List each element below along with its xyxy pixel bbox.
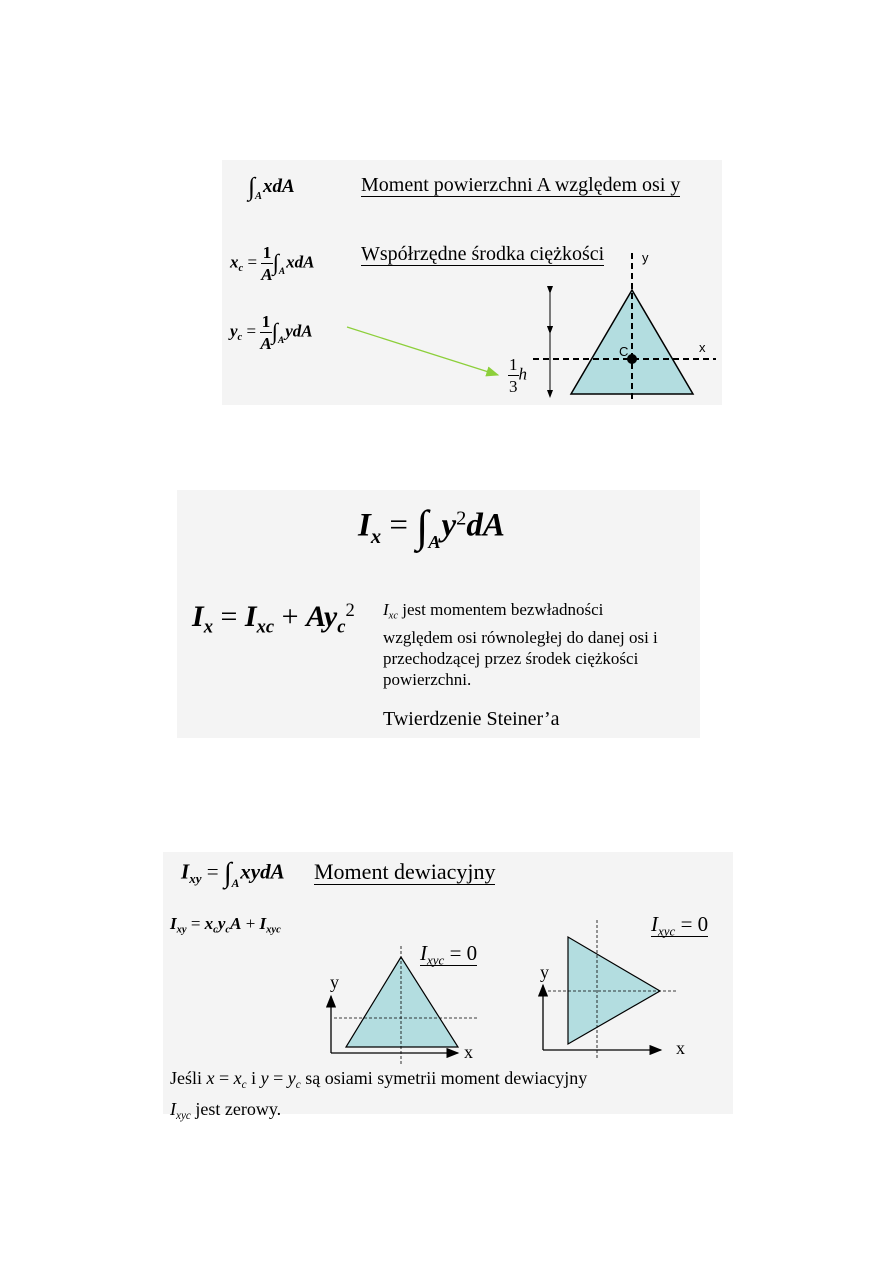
xc-num: 1 bbox=[262, 243, 272, 262]
note-x: x bbox=[206, 1068, 215, 1088]
steiner-term2-sub: c bbox=[337, 616, 346, 638]
yc-formula: $y_c$ = $\frac{1}{A}$ $\int_AydA$ bbox=[230, 312, 313, 353]
ixyc-left-rest: = 0 bbox=[444, 941, 478, 965]
steiner-eq: = bbox=[220, 600, 238, 634]
first-moment-text: Moment powierzchni A względem osi y bbox=[361, 174, 681, 196]
note-sym: I bbox=[170, 1098, 176, 1119]
note-eq1: = bbox=[214, 1068, 234, 1088]
xc-integral-sub: A bbox=[278, 266, 286, 277]
desc-symbol-sub: xc bbox=[388, 610, 399, 622]
yc-num: 1 bbox=[261, 312, 271, 331]
desc-line2: względem osi równoległej do danej osi i bbox=[383, 627, 658, 647]
ix-integral-sub: A bbox=[428, 532, 441, 553]
note-yc-sub: c bbox=[295, 1078, 301, 1091]
pf-y: y bbox=[217, 914, 226, 933]
yc-lhs-sub: c bbox=[237, 332, 243, 344]
note-y: y bbox=[260, 1068, 269, 1088]
ix-power: 2 bbox=[456, 507, 467, 530]
pf-term: I bbox=[259, 914, 267, 933]
yc-integrand: ydA bbox=[285, 321, 313, 341]
note-line1 bbox=[170, 1066, 587, 1097]
note-sym-sub: xyc bbox=[176, 1109, 191, 1122]
steiner-lhs: I bbox=[192, 600, 204, 634]
yc-den: A bbox=[260, 334, 272, 353]
right-diagram-y-label: y bbox=[540, 962, 549, 982]
yc-integral-sub: A bbox=[277, 335, 285, 346]
ix-lhs: I bbox=[358, 507, 371, 544]
diagram-y-label: y bbox=[642, 250, 649, 265]
steiner-plus: + bbox=[281, 600, 299, 634]
right-triangle bbox=[568, 937, 660, 1044]
left-diagram-y-label: y bbox=[330, 972, 339, 992]
ixy-integral-sub: A bbox=[231, 877, 240, 890]
ixy-label-text: Moment dewiacyjny bbox=[314, 859, 496, 884]
ix-formula: $I_x = \int_Ay^2dA$ bbox=[358, 501, 505, 553]
diagram-centroid-label: C bbox=[619, 344, 629, 359]
ixy-formula: $I_{xy}$ = $\int_AxydA$ bbox=[181, 858, 285, 890]
ix-tail: dA bbox=[466, 507, 505, 544]
ixy-integrand: xydA bbox=[240, 859, 285, 884]
symmetry-note bbox=[170, 1066, 587, 1128]
xc-integrand: xdA bbox=[286, 252, 315, 272]
right-diagram-x-label: x bbox=[676, 1038, 685, 1058]
integral-subscript: A bbox=[255, 191, 262, 203]
steiner-term1-sub: xc bbox=[256, 616, 275, 638]
xc-eq: = bbox=[247, 252, 258, 272]
left-diagram-x-label: x bbox=[464, 1042, 473, 1062]
steiner-term1: I bbox=[244, 600, 257, 634]
centroid-text: Współrzędne środka ciężkości bbox=[361, 243, 605, 265]
ixyc-left-sym: I bbox=[420, 941, 427, 965]
note-xc-sub: c bbox=[241, 1078, 247, 1091]
one-third-num: 1 bbox=[509, 355, 518, 374]
integrand: xdA bbox=[263, 175, 295, 197]
xc-den: A bbox=[261, 265, 273, 284]
desc-line3: przechodzącej przez środek ciężkości bbox=[383, 648, 639, 668]
pf-y-sub: c bbox=[225, 924, 231, 936]
pf-eq: = bbox=[190, 914, 201, 933]
yc-lhs: y bbox=[230, 321, 238, 341]
desc-symbol: I bbox=[383, 600, 389, 619]
desc-line1-text: jest momentem bezwładności bbox=[398, 600, 604, 619]
ixy-lhs-sub: xy bbox=[189, 871, 202, 887]
yc-eq: = bbox=[246, 321, 257, 341]
left-triangle bbox=[346, 957, 458, 1047]
note-eq2: = bbox=[268, 1068, 288, 1088]
one-third-var: h bbox=[518, 364, 527, 384]
xc-lhs-sub: c bbox=[238, 263, 244, 275]
note-mid: i bbox=[246, 1068, 261, 1088]
ix-integrand: y bbox=[441, 507, 457, 544]
ixyc-right-sym: I bbox=[651, 912, 658, 936]
note-end: jest zerowy. bbox=[190, 1098, 282, 1119]
diagram-x-label: x bbox=[699, 340, 706, 355]
one-third-den: 3 bbox=[509, 377, 518, 396]
note-rest: są osiami symetrii moment dewiacyjny bbox=[300, 1068, 588, 1088]
pf-lhs-sub: xy bbox=[176, 924, 187, 936]
ixy-lhs: I bbox=[181, 859, 190, 884]
pf-x-sub: c bbox=[213, 924, 218, 936]
pf-a: A bbox=[230, 914, 242, 933]
pf-lhs: I bbox=[170, 914, 177, 933]
theorem-name: Twierdzenie Steiner’a bbox=[383, 708, 560, 730]
pf-term-sub: xyc bbox=[266, 924, 281, 936]
steiner-lhs-sub: x bbox=[203, 616, 213, 638]
ixyc-left-sub: xyc bbox=[427, 952, 445, 968]
note-xc: x bbox=[233, 1068, 242, 1088]
xc-lhs: x bbox=[230, 252, 239, 272]
note-p1: Jeśli bbox=[170, 1068, 207, 1088]
steiner-term2: Ay bbox=[306, 600, 338, 634]
steiner-power: 2 bbox=[345, 600, 355, 621]
ix-lhs-sub: x bbox=[370, 525, 382, 548]
ix-eq: = bbox=[389, 507, 408, 544]
pf-x: x bbox=[204, 914, 214, 933]
first-moment-formula: $\int_AxdA$ bbox=[248, 172, 295, 203]
pf-plus: + bbox=[245, 914, 256, 933]
ixyc-right-sub: xyc bbox=[658, 923, 676, 939]
note-yc: y bbox=[287, 1068, 296, 1088]
note-line2 bbox=[170, 1097, 587, 1128]
ixyc-right-rest: = 0 bbox=[675, 912, 709, 936]
desc-line4: powierzchni. bbox=[383, 669, 472, 689]
ixy-eq: = bbox=[206, 859, 219, 884]
xc-formula: $x_c$ = $\frac{1}{A}$ $\int_AxdA$ bbox=[230, 243, 315, 284]
